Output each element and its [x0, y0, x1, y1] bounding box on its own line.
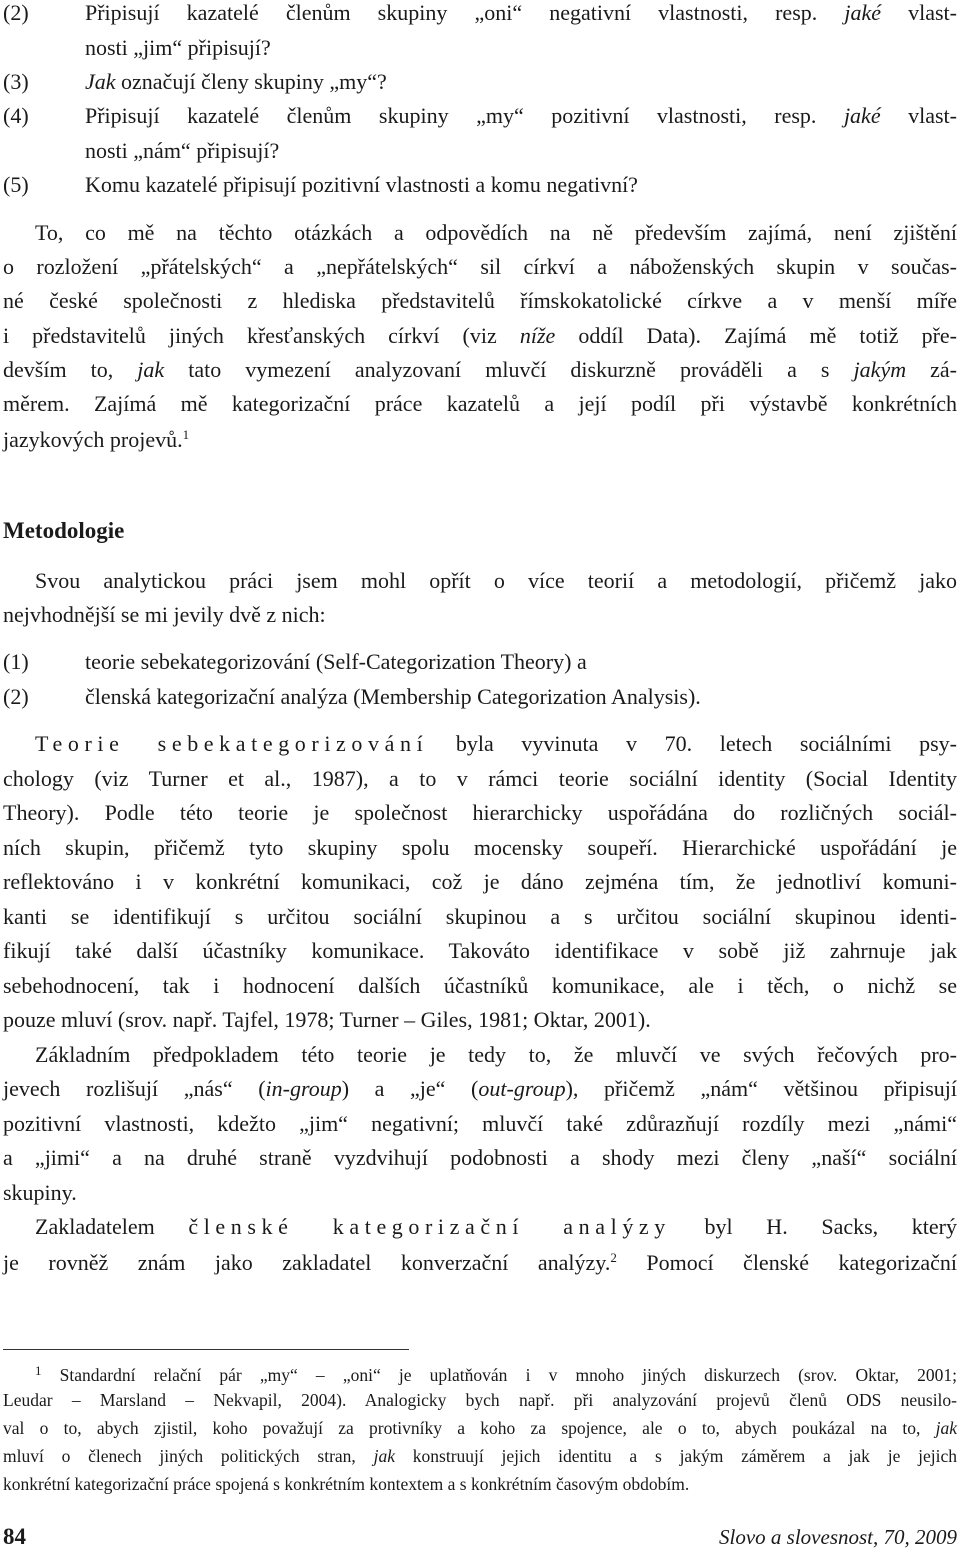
para3-line2: chology (viz Turner et al., 1987), a to v rámci teorie sociální identity (Social Identity: [3, 766, 957, 791]
para4-line4: a „jimi“ a na druhé straně vyzdvihují podobnosti a shody mezi členy „naší“ sociální: [3, 1145, 957, 1170]
footnote-line3: val o to, abych zjistil, koho považují za protivníky a koho za spojence, ale o to, abych poukázal na to, jak: [3, 1418, 957, 1438]
footnote-rule: [3, 1349, 409, 1350]
para2-line1: Svou analytickou práci jsem mohl opřít o více teorií a metodologií, přičemž jako: [35, 568, 957, 593]
para4-line5: skupiny.: [3, 1180, 77, 1205]
footnote-line5: konkrétní kategorizační práce spojená s konkrétním kontextem a s konkrétním časovým obdobím.: [3, 1474, 690, 1494]
para2-line2: nejvhodnější se mi jevily dvě z nich:: [3, 602, 326, 627]
question-4-line1: (4) Připisují kazatelé členům skupiny „my“ pozitivní vlastnosti, resp. jaké vlast-: [3, 103, 957, 128]
footnote-ref-2[interactable]: 2: [610, 1250, 617, 1265]
para4-line2: jevech rozlišují „nás“ (in-group) a „je“ (out-group), přičemž „nám“ většinou připisují: [3, 1076, 957, 1101]
journal-citation: Slovo a slovesnost, 70, 2009: [719, 1525, 957, 1549]
para1-line6: měrem. Zajímá mě kategorizační práce kazatelů a její podíl při výstavbě konkrétních: [3, 391, 957, 416]
para1-line2: o rozložení „přátelských“ a „nepřátelských“ sil církví a náboženských skupin v součas-: [3, 254, 957, 279]
para3-line1: Teorie sebekategorizování byla vyvinuta v 70. letech sociálními psy-: [35, 731, 957, 756]
para3-line4: ních skupin, přičemž tyto skupiny spolu mocensky soupeří. Hierarchické uspořádání je: [3, 835, 957, 860]
method-1: (1) teorie sebekategorizování (Self-Categorization Theory) a: [3, 649, 587, 674]
footnote-line1: $^1$ Standardní relační pár „my“ – „oni“ je uplatňován i v mnoho jiných diskurzech (srov. Oktar, 2001;: [35, 1363, 957, 1385]
question-4-line2: nosti „nám“ připisují?: [85, 138, 280, 163]
section-heading: Metodologie: [3, 518, 125, 543]
para1-line7: jazykových projevů.$^1$: [3, 427, 190, 452]
para3-line5: reflektováno i v konkrétní komunikaci, což je dáno zejména tím, že jednotliví komuni-: [3, 869, 957, 894]
question-2-line1: (2) Připisují kazatelé členům skupiny „oni“ negativní vlastnosti, resp. jaké vlast-: [3, 0, 957, 25]
para1-line3: né české společnosti z hlediska představitelů římskokatolické církve a v menší míře: [3, 288, 957, 313]
para3-line6: kanti se identifikují s určitou sociální skupinou a s určitou sociální skupinou identi-: [3, 904, 957, 929]
para5-line1: Zakladatelem členské kategorizační analýzy byl H. Sacks, který: [35, 1214, 957, 1239]
question-5: (5) Komu kazatelé připisují pozitivní vlastnosti a komu negativní?: [3, 172, 638, 197]
para5-line2: je rovněž znám jako zakladatel konverzační analýzy.$^2$ Pomocí členské kategorizační: [3, 1250, 958, 1275]
footnote-ref-1[interactable]: 1: [182, 427, 190, 442]
para3-line8: sebehodnocení, tak i hodnocení dalších účastníků komunikace, ale i těch, o nichž se: [3, 973, 957, 998]
para1-line1: To, co mě na těchto otázkách a odpovědích na ně především zajímá, není zjištění: [35, 220, 957, 245]
para1-line4: i představitelů jiných křesťanských církví (viz níže oddíl Data). Zajímá mě totiž pře-: [3, 323, 957, 348]
page-number: 84: [3, 1524, 26, 1549]
para3-line3: Theory). Podle této teorie je společnost hierarchicky uspořádána do rozličných sociál-: [3, 800, 957, 825]
para3-line9: pouze mluví (srov. např. Tajfel, 1978; Turner – Giles, 1981; Oktar, 2001).: [3, 1007, 651, 1032]
question-2-line2: nosti „jim“ připisují?: [85, 35, 271, 60]
footnote-line2: Leudar – Marsland – Nekvapil, 2004). Analogicky bych např. při analyzování projevů členů ODS neusilo-: [3, 1390, 957, 1410]
para1-line5: devším to, jak tato vymezení analyzovaní mluvčí diskurzně prováděli a s jakým zá-: [3, 357, 958, 382]
question-3: (3) Jak označují členy skupiny „my“?: [3, 69, 387, 94]
footnote-line4: mluví o členech jiných politických stran, jak konstruují jejich identitu a s jakým záměrem a jak je jejich: [3, 1446, 957, 1466]
para3-line7: fikují také další účastníky komunikace. Takováto identifikace v sobě již zahrnuje jak: [3, 938, 957, 963]
para4-line1: Základním předpokladem této teorie je tedy to, že mluvčí ve svých řečových pro-: [35, 1042, 957, 1067]
method-2: (2) členská kategorizační analýza (Membership Categorization Analysis).: [3, 684, 701, 709]
journal-page: [3, 0, 957, 1554]
para4-line3: pozitivní vlastnosti, kdežto „jim“ negativní; mluvčí také zdůrazňují rozdíly mezi „námi“: [3, 1111, 957, 1136]
